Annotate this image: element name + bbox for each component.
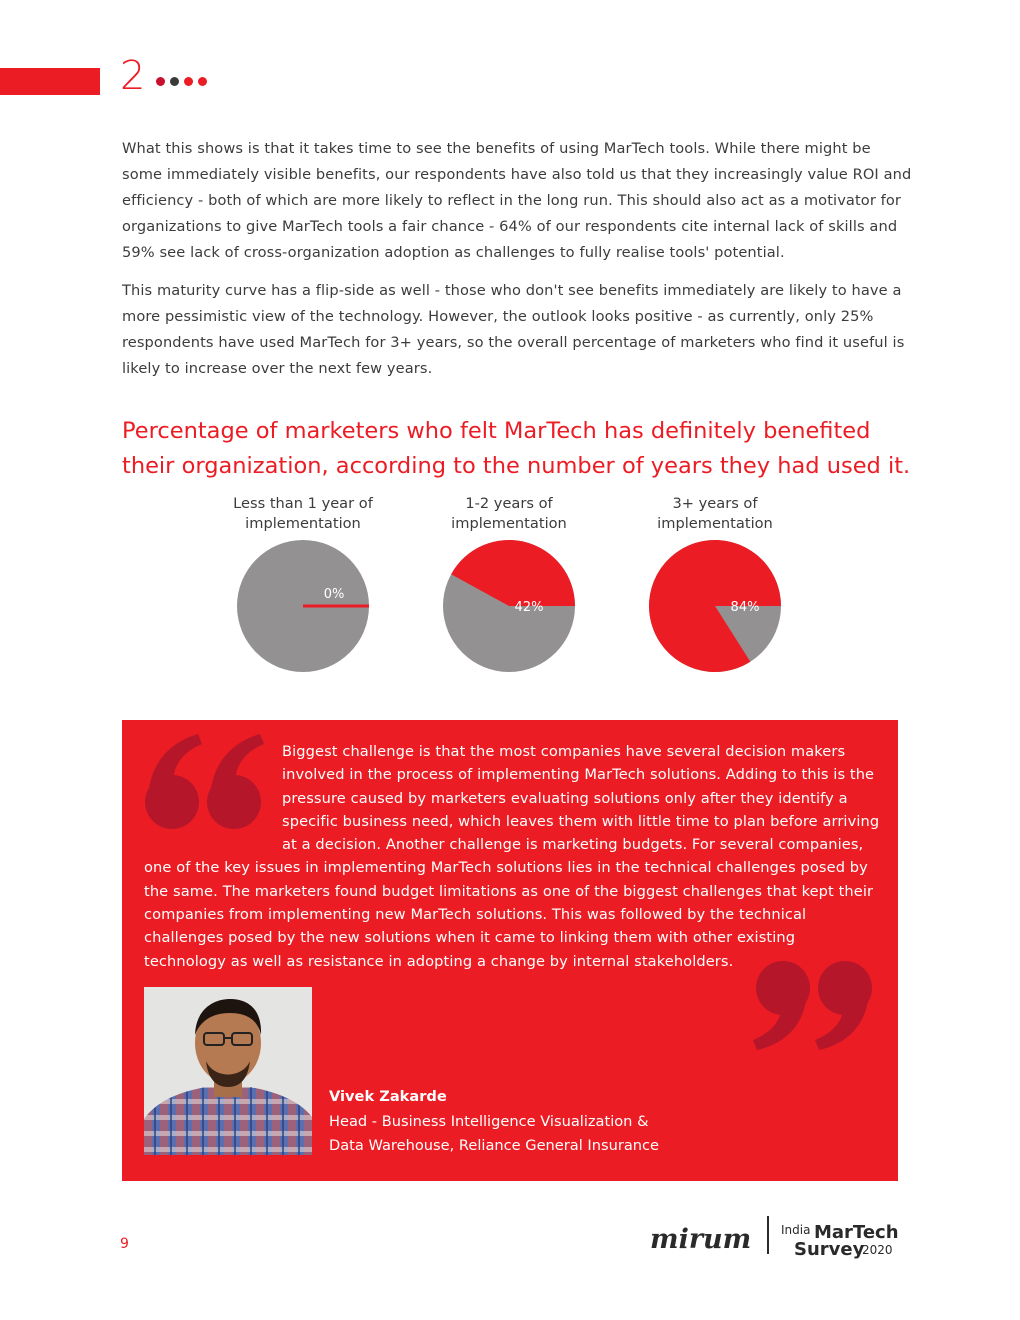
- body-paragraph-1: What this shows is that it takes time to see the benefits of using MarTech tools. While there might be some immediately visible benefits, our respondents have also told us that they increasingly value ROI and efficiency - both of which are more likely to reflect in the long run. This should also act as a motivator for organizations to give MarTech tools a fair chance - 64% of our respondents cite internal lack of skills and 59% see lack of cross-organization adoption as challenges to fully realise tools' potential.: [122, 140, 912, 261]
- section-dot: [156, 77, 165, 86]
- pie-svg: [645, 536, 785, 676]
- pie-chart-less-than-1-year: [198, 494, 408, 676]
- chart-title: Percentage of marketers who felt MarTech has definitely benefited their organization, according to the number of years they had used it.: [122, 418, 911, 479]
- logo-year-text: 2020: [862, 1243, 893, 1257]
- pie-label-line2: implementation: [451, 515, 567, 532]
- logo-survey-text: Survey: [794, 1239, 865, 1260]
- pie-value-label: 84%: [730, 600, 760, 615]
- quote-text: Biggest challenge is that the most companies have several decision makers involved in the process of implementing MarTech solutions. Adding to this is the pressure caused by marketers evaluating solutions only after they identify a specific business need, which leaves them with little time to plan before arriving at a decision. Another challenge is marketing budgets. For several companies, one of the key issues in implementing MarTech solutions lies in the technical challenges posed by the same. The marketers found budget limitations as one of the biggest challenges that kept their companies from implementing new MarTech solutions. This was followed by the technical challenges posed by the new solutions when it came to linking them with other existing technology as well as resistance in adopting a change by internal stakeholders.: [144, 743, 880, 970]
- author-role-line1: Head - Business Intelligence Visualization &: [329, 1113, 649, 1130]
- author-name: Vivek Zakarde: [329, 1088, 447, 1105]
- pie-value-label: 0%: [323, 587, 345, 602]
- quote-indent-spacer: [144, 740, 282, 856]
- pie-label-line1: Less than 1 year of: [233, 495, 373, 512]
- author-photo: [144, 987, 312, 1155]
- pie-label-line2: implementation: [245, 515, 361, 532]
- close-quote-icon: [747, 958, 877, 1058]
- pie-svg: [439, 536, 579, 676]
- body-paragraph-2: This maturity curve has a flip-side as well - those who don't see benefits immediately are likely to have a more pessimistic view of the technology. However, the outlook looks positive - as currently, only 25% respondents have used MarTech for 3+ years, so the overall percentage of marketers who find it useful is likely to increase over the next few years.: [122, 282, 905, 377]
- person-portrait-icon: [144, 987, 312, 1155]
- page-number: 9: [120, 1236, 129, 1252]
- pie-svg: [233, 536, 373, 676]
- section-dot: [170, 77, 179, 86]
- pie-value-label: 42%: [514, 600, 544, 615]
- author-role: [329, 1110, 729, 1158]
- section-dot: [184, 77, 193, 86]
- section-dots: [156, 77, 207, 86]
- quote-text-block: [144, 740, 880, 973]
- pie-label: [198, 494, 408, 536]
- pie-label: [610, 494, 820, 536]
- footer-logos: [648, 1212, 900, 1262]
- pie-label: [404, 494, 614, 536]
- mirum-logo: mirum: [650, 1224, 752, 1255]
- logo-martech-text: MarTech: [814, 1222, 899, 1243]
- author-role-line2: Data Warehouse, Reliance General Insurance: [329, 1137, 660, 1154]
- pie-chart-3-plus-years: [610, 494, 820, 676]
- section-dot: [198, 77, 207, 86]
- logo-india-text: India: [781, 1223, 811, 1237]
- pie-label-line2: implementation: [657, 515, 773, 532]
- pie-label-line1: 1-2 years of: [465, 495, 553, 512]
- pie-chart-1-2-years: [404, 494, 614, 676]
- section-red-bar: [0, 68, 100, 95]
- pie-label-line1: 3+ years of: [672, 495, 758, 512]
- section-number: 2: [120, 53, 146, 99]
- quote-box: [122, 720, 898, 1181]
